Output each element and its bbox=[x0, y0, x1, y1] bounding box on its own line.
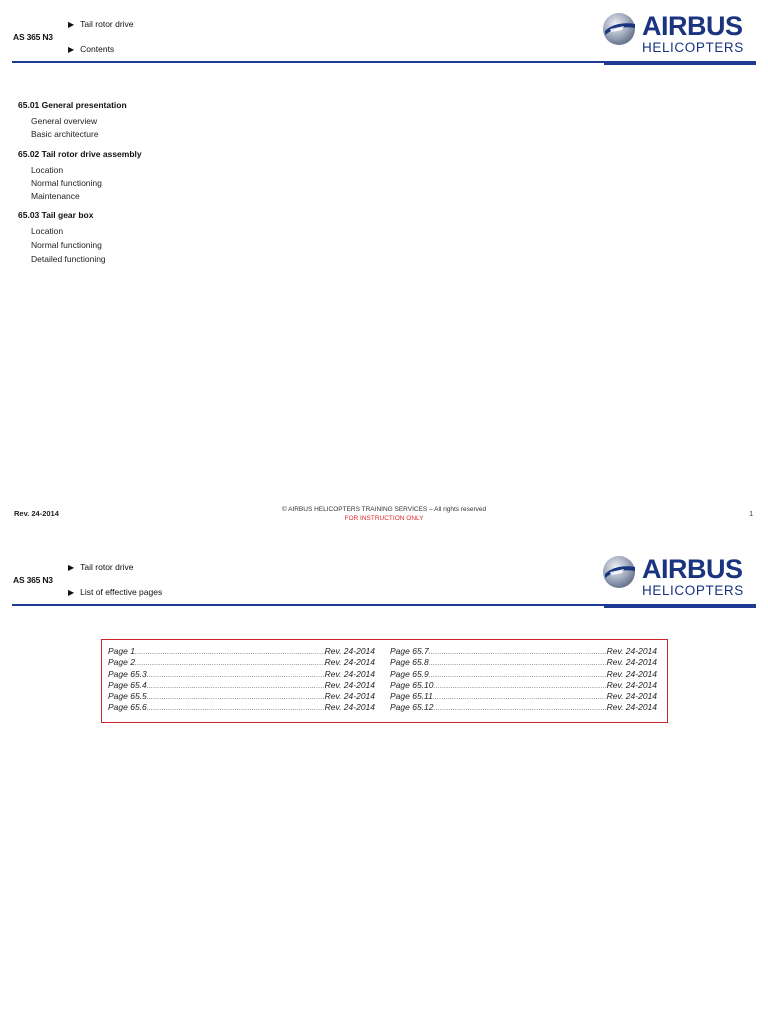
section-item: Normal functioning bbox=[31, 240, 102, 250]
leader-dots bbox=[429, 672, 607, 679]
leader-dots bbox=[429, 660, 607, 667]
section-item: Maintenance bbox=[31, 191, 80, 201]
list-item bbox=[390, 702, 657, 713]
breadcrumb-label: Tail rotor drive bbox=[80, 19, 134, 29]
airbus-helicopters-logo bbox=[602, 12, 758, 58]
page-revision: Rev. 24-2014 bbox=[324, 691, 375, 702]
leader-dots bbox=[433, 694, 607, 701]
leader-dots bbox=[147, 672, 325, 679]
breadcrumb-item bbox=[68, 44, 114, 54]
breadcrumb-label: Tail rotor drive bbox=[80, 562, 134, 572]
list-item bbox=[390, 669, 657, 680]
list-item bbox=[108, 646, 375, 657]
page-ref: Page 65.7 bbox=[390, 646, 429, 656]
breadcrumb-item bbox=[68, 587, 162, 597]
leader-dots bbox=[135, 660, 325, 667]
leader-dots bbox=[147, 705, 325, 712]
page-ref: Page 65.9 bbox=[390, 668, 429, 679]
triangle-right-icon: ▶ bbox=[68, 45, 75, 54]
page-ref: Page 65.5 bbox=[108, 691, 147, 702]
leader-dots bbox=[429, 649, 607, 656]
leader-dots bbox=[433, 683, 606, 690]
leader-dots bbox=[135, 649, 325, 656]
logo-wordmark: AIRBUS bbox=[642, 11, 743, 41]
page-revision: Rev. 24-2014 bbox=[606, 691, 657, 702]
logo-wordmark: AIRBUS bbox=[642, 554, 743, 584]
page-ref: Page 2 bbox=[108, 657, 135, 668]
section-item: Location bbox=[31, 226, 64, 236]
triangle-right-icon: ▶ bbox=[68, 588, 75, 597]
page-revision: Rev. 24-2014 bbox=[324, 679, 375, 690]
section-item: General overview bbox=[31, 116, 98, 126]
airbus-emblem-icon bbox=[602, 12, 638, 46]
footer-copyright: © AIRBUS HELICOPTERS TRAINING SERVICES – All rights reserved bbox=[281, 506, 487, 513]
breadcrumb-item bbox=[68, 562, 134, 572]
page-ref: Page 65.3 bbox=[108, 668, 147, 679]
list-item bbox=[108, 680, 375, 691]
footer-revision: Rev. 24-2014 bbox=[14, 509, 59, 518]
list-item bbox=[108, 669, 375, 680]
list-item bbox=[108, 691, 375, 702]
list-item bbox=[390, 680, 657, 691]
section-title: 65.01 General presentation bbox=[18, 100, 127, 110]
logo-subtitle: HELICOPTERS bbox=[642, 583, 744, 598]
triangle-right-icon: ▶ bbox=[68, 20, 75, 29]
list-item bbox=[390, 646, 657, 657]
section-title: 65.03 Tail gear box bbox=[18, 210, 94, 220]
breadcrumb-label: Contents bbox=[80, 44, 115, 54]
page-ref: Page 65.11 bbox=[390, 691, 433, 702]
section-item: Basic architecture bbox=[31, 129, 99, 139]
airbus-emblem-icon bbox=[602, 555, 638, 589]
leader-dots bbox=[147, 683, 325, 690]
breadcrumb-label: List of effective pages bbox=[80, 587, 163, 597]
page-revision: Rev. 24-2014 bbox=[324, 702, 375, 713]
page-revision: Rev. 24-2014 bbox=[606, 657, 657, 668]
leader-dots bbox=[433, 705, 606, 712]
effective-pages-table bbox=[101, 639, 668, 723]
page-revision: Rev. 24-2014 bbox=[324, 657, 375, 668]
effective-pages-column-right bbox=[390, 646, 657, 714]
section-item: Location bbox=[31, 165, 64, 175]
page-ref: Page 65.4 bbox=[108, 679, 147, 690]
effective-pages-column-left bbox=[108, 646, 375, 714]
footer-page-number: 1 bbox=[749, 509, 754, 518]
list-item bbox=[390, 657, 657, 668]
list-item bbox=[390, 691, 657, 702]
airbus-helicopters-logo bbox=[602, 555, 758, 601]
page-revision: Rev. 24-2014 bbox=[324, 646, 375, 656]
breadcrumb-item bbox=[68, 19, 134, 29]
page-ref: Page 65.10 bbox=[390, 679, 434, 690]
header-rule-accent bbox=[604, 61, 756, 65]
aircraft-model: AS 365 N3 bbox=[13, 575, 53, 585]
page-ref: Page 65.8 bbox=[390, 657, 429, 668]
page-revision: Rev. 24-2014 bbox=[606, 702, 657, 713]
leader-dots bbox=[147, 694, 325, 701]
page-ref: Page 1 bbox=[108, 646, 135, 656]
page-revision: Rev. 24-2014 bbox=[606, 668, 657, 679]
list-item bbox=[108, 702, 375, 713]
section-title: 65.02 Tail rotor drive assembly bbox=[18, 149, 142, 159]
page-revision: Rev. 24-2014 bbox=[606, 679, 657, 690]
triangle-right-icon: ▶ bbox=[68, 563, 75, 572]
page-revision: Rev. 24-2014 bbox=[324, 668, 375, 679]
page-ref: Page 65.6 bbox=[108, 702, 147, 713]
list-item bbox=[108, 657, 375, 668]
section-item: Detailed functioning bbox=[31, 254, 106, 264]
page-revision: Rev. 24-2014 bbox=[606, 646, 657, 656]
logo-subtitle: HELICOPTERS bbox=[642, 40, 744, 55]
section-item: Normal functioning bbox=[31, 178, 102, 188]
aircraft-model: AS 365 N3 bbox=[13, 32, 53, 42]
page-ref: Page 65.12 bbox=[390, 702, 434, 713]
footer-instruction-note: FOR INSTRUCTION ONLY bbox=[344, 515, 424, 522]
header-rule-accent bbox=[604, 604, 756, 608]
